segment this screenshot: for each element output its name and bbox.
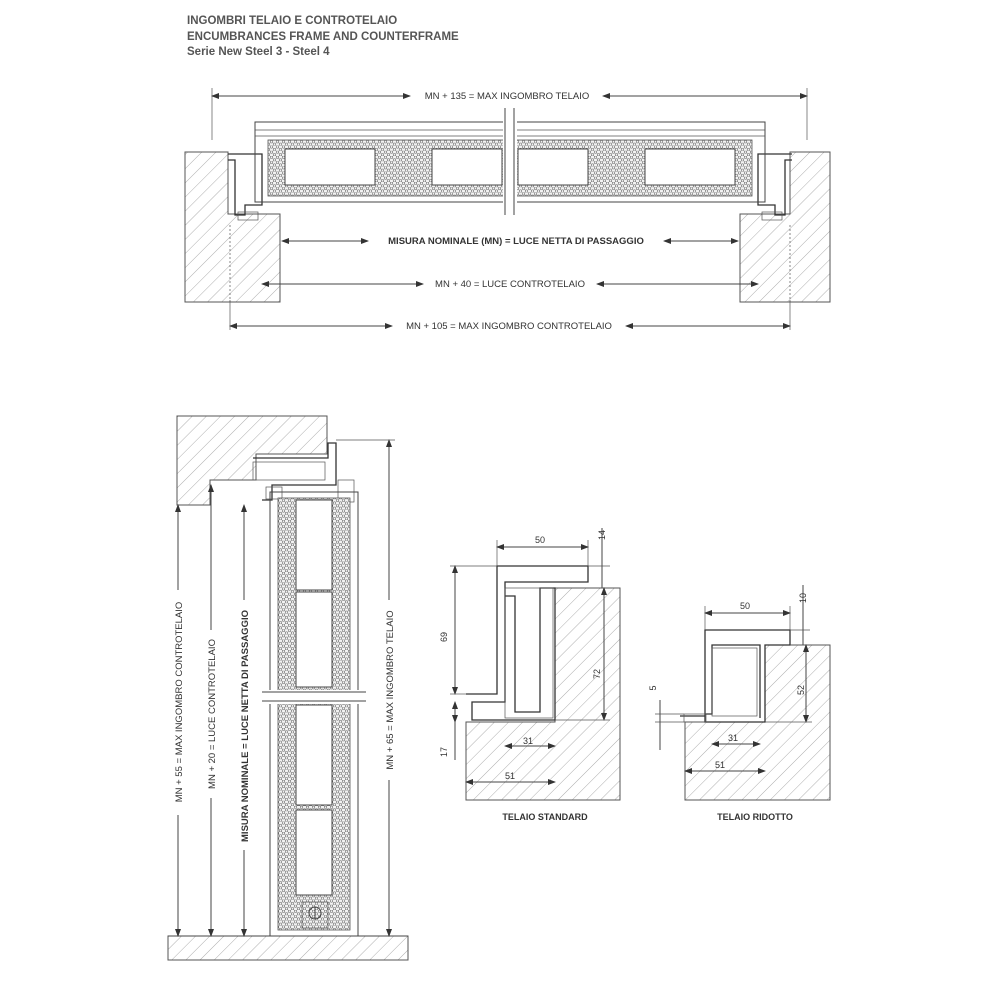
- section-floor: [168, 936, 408, 960]
- section-dim-max-controtelaio: MN + 55 = MAX INGOMBRO CONTROTELAIO: [174, 601, 185, 803]
- title-line-3: Serie New Steel 3 - Steel 4: [187, 46, 330, 58]
- plan-panel-3: [518, 149, 588, 185]
- ridotto-dim-base: 51: [714, 760, 726, 770]
- section-dim-luce-controtelaio: MN + 20 = LUCE CONTROTELAIO: [207, 639, 218, 789]
- section-dim-max-telaio: MN + 65 = MAX INGOMBRO TELAIO: [385, 610, 396, 770]
- telaio-standard-detail: [439, 528, 620, 822]
- ridotto-dim-inner: 31: [727, 733, 739, 743]
- telaio-ridotto-label: TELAIO RIDOTTO: [717, 812, 793, 822]
- ridotto-dim-width: 50: [739, 601, 751, 611]
- plan-view: [185, 88, 830, 332]
- standard-dim-bottom: 17: [439, 746, 449, 758]
- standard-dim-base: 51: [504, 771, 516, 781]
- section-view: [168, 416, 408, 960]
- standard-dim-height-left: 69: [439, 631, 449, 643]
- plan-panel-1: [285, 149, 375, 185]
- plan-wall-left: [185, 152, 280, 302]
- plan-dim-max-controtelaio: MN + 105 = MAX INGOMBRO CONTROTELAIO: [406, 321, 612, 332]
- standard-dim-inner: 31: [522, 736, 534, 746]
- section-panel-2: [296, 592, 332, 687]
- standard-dim-top: 14: [597, 529, 607, 541]
- plan-frame-right: [758, 154, 792, 215]
- title-line-1: INGOMBRI TELAIO E CONTROTELAIO: [187, 15, 398, 27]
- plan-frame-left: [228, 154, 262, 215]
- section-panel-3: [296, 705, 332, 805]
- telaio-ridotto-detail: [648, 585, 830, 822]
- ridotto-dim-height-right: 52: [796, 684, 806, 696]
- telaio-standard-label: TELAIO STANDARD: [502, 812, 588, 822]
- standard-dim-height-right: 72: [592, 668, 602, 680]
- section-panel-4: [296, 810, 332, 895]
- plan-dim-max-telaio: MN + 135 = MAX INGOMBRO TELAIO: [424, 91, 590, 102]
- plan-panel-4: [645, 149, 735, 185]
- standard-dim-width: 50: [534, 535, 546, 545]
- plan-dim-nominal: MISURA NOMINALE (MN) = LUCE NETTA DI PASSAGGIO: [388, 236, 644, 247]
- ridotto-dim-left: 5: [648, 685, 658, 691]
- ridotto-dim-top: 10: [798, 592, 808, 604]
- plan-panel-2: [432, 149, 502, 185]
- plan-dim-luce-controtelaio: MN + 40 = LUCE CONTROTELAIO: [435, 279, 585, 290]
- section-dim-nominal: MISURA NOMINALE = LUCE NETTA DI PASSAGGIO: [240, 610, 251, 842]
- section-panel-1: [296, 500, 332, 590]
- title-line-2: ENCUMBRANCES FRAME AND COUNTERFRAME: [187, 31, 459, 43]
